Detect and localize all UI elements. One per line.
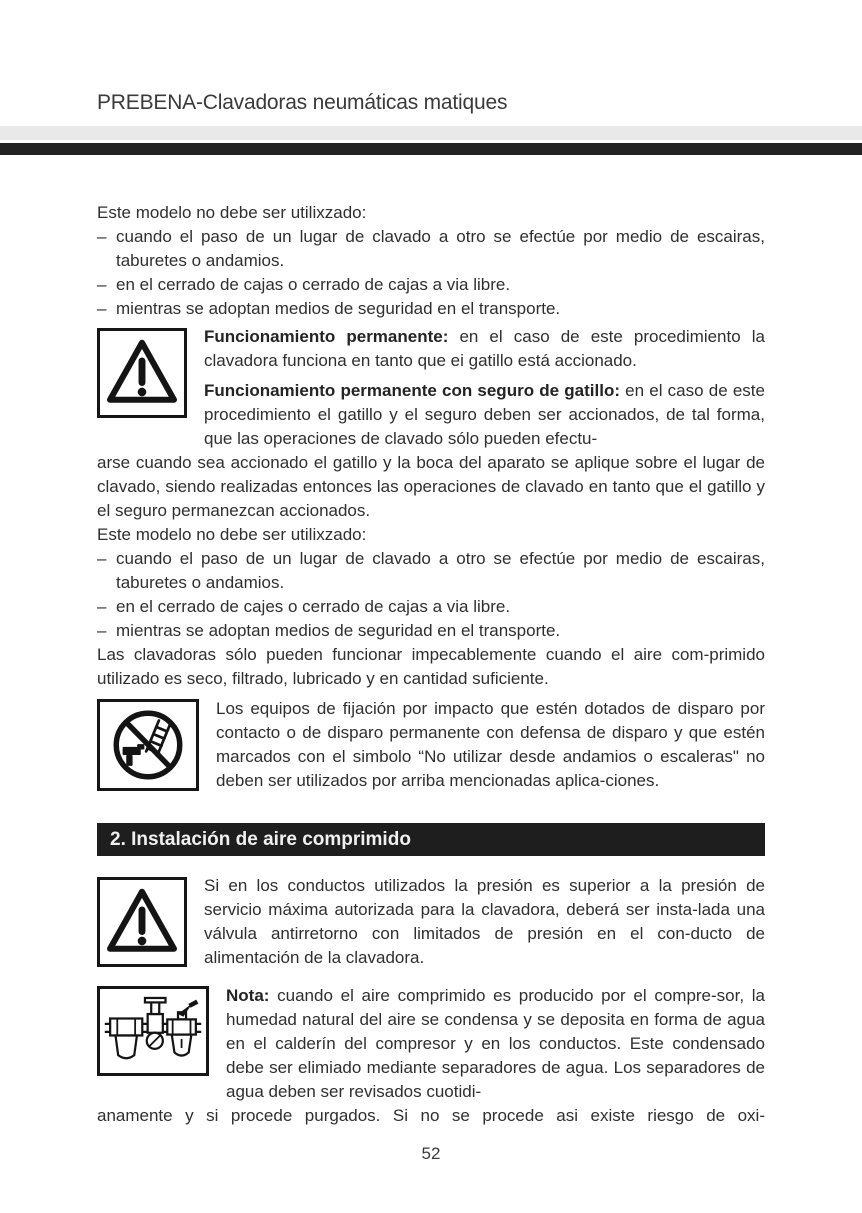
paragraph: Los equipos de fijación por impacto que estén dotados de disparo por contacto o de disparo permanente con defensa de disparo y que estén marcados con el simbolo “No utilizar desde andamios o escaleras" no deben ser utilizados por arriba mencionadas aplica-ciones. bbox=[216, 699, 765, 790]
list-item-text: mientras se adoptan medios de seguridad en el transporte. bbox=[116, 299, 561, 318]
list-item-text: cuando el paso de un lugar de clavado a otro se efectúe por medio de escairas, taburetes o andamios. bbox=[116, 227, 765, 270]
list-item bbox=[97, 297, 765, 321]
dash-marker: – bbox=[97, 597, 107, 616]
warning-triangle-icon bbox=[97, 328, 187, 418]
dash-marker: – bbox=[97, 549, 107, 568]
air-filter-unit-icon bbox=[97, 986, 209, 1076]
paragraph: Funcionamiento permanente: en el caso de este procedimiento la clavadora funciona en tanto que ei gatillo está accionado. bbox=[204, 327, 765, 370]
bold-lead: Funcionamiento permanente: bbox=[204, 327, 449, 346]
dash-marker: – bbox=[97, 227, 107, 246]
bold-lead: Funcionamiento permanente con seguro de gatillo: bbox=[204, 381, 620, 400]
dash-marker: – bbox=[97, 299, 107, 318]
continuation-paragraph-2: anamente y si procede purgados. Si no se procede asi existe riesgo de oxi- bbox=[97, 1106, 765, 1125]
air-quality-paragraph: Las clavadoras sólo pueden funcionar impecablemente cuando el aire com-primido utilizado es seco, filtrado, lubricado y en cantidad suficiente. bbox=[97, 645, 765, 688]
nota-block bbox=[97, 984, 765, 1104]
prohibition-block bbox=[97, 697, 765, 793]
no-ladder-icon bbox=[97, 699, 199, 791]
dash-marker: – bbox=[97, 275, 107, 294]
warning-block-2-text bbox=[204, 874, 765, 970]
list-item bbox=[97, 225, 765, 273]
list-item bbox=[97, 619, 765, 643]
list-item-text: en el cerrado de cajes o cerrado de cajas a via libre. bbox=[116, 597, 511, 616]
continuation-paragraph-1: arse cuando sea accionado el gatillo y la boca del aparato se aplique sobre el lugar de clavado, siendo realizadas entonces las operaciones de clavado en tanto que el gatillo y el seguro permanezcan accionados. bbox=[97, 453, 765, 520]
nota-block-text bbox=[226, 984, 765, 1104]
dash-marker: – bbox=[97, 621, 107, 640]
restrictions-list-2 bbox=[97, 547, 765, 643]
list-item-text: mientras se adoptan medios de seguridad en el transporte. bbox=[116, 621, 561, 640]
header-accent-band bbox=[0, 126, 862, 140]
page-number: 52 bbox=[421, 1144, 441, 1163]
page-footer bbox=[97, 1142, 765, 1166]
prohibition-block-text bbox=[216, 697, 765, 793]
list-item bbox=[97, 595, 765, 619]
header-rule bbox=[0, 143, 862, 155]
warning-block-2 bbox=[97, 874, 765, 970]
warning-block-1-text bbox=[204, 325, 765, 451]
restrictions-list-1 bbox=[97, 225, 765, 321]
list-item-text: en el cerrado de cajas o cerrado de cajas a via libre. bbox=[116, 275, 511, 294]
list-item bbox=[97, 273, 765, 297]
page-title: PREBENA-Clavadoras neumáticas matiques bbox=[97, 91, 508, 114]
intro-paragraph-2: Este modelo no debe ser utilixzado: bbox=[97, 525, 367, 544]
intro-paragraph-1: Este modelo no debe ser utilixzado: bbox=[97, 203, 367, 222]
paragraph: Si en los conductos utilizados la presión es superior a la presión de servicio máxima autorizada para la clavadora, deberá ser insta-lada una válvula antirretorno con limitados de presión en el con-ducto de alimentación de la clavadora. bbox=[204, 876, 765, 967]
warning-triangle-icon bbox=[97, 877, 187, 967]
bold-lead: Nota: bbox=[226, 986, 270, 1005]
list-item-text: cuando el paso de un lugar de clavado a otro se efectúe por medio de escairas, taburetes o andamios. bbox=[116, 549, 765, 592]
warning-block-1 bbox=[97, 325, 765, 451]
page-body bbox=[97, 201, 765, 1166]
section-heading: 2. Instalación de aire comprimido bbox=[97, 823, 765, 856]
paragraph: Funcionamiento permanente con seguro de gatillo: en el caso de este procedimiento el gatillo y el seguro deben ser accionados, de tal forma, que las operaciones de clavado sólo pueden efectu- bbox=[204, 381, 765, 448]
paragraph: Nota: cuando el aire comprimido es producido por el compre-sor, la humedad natural del aire se condensa y se deposita en forma de agua en el calderín del compresor y en los conductos. Este condensado debe ser elimiado mediante separadores de agua. Los separadores de agua deben ser revisados cuotidi- bbox=[226, 986, 765, 1101]
list-item bbox=[97, 547, 765, 595]
